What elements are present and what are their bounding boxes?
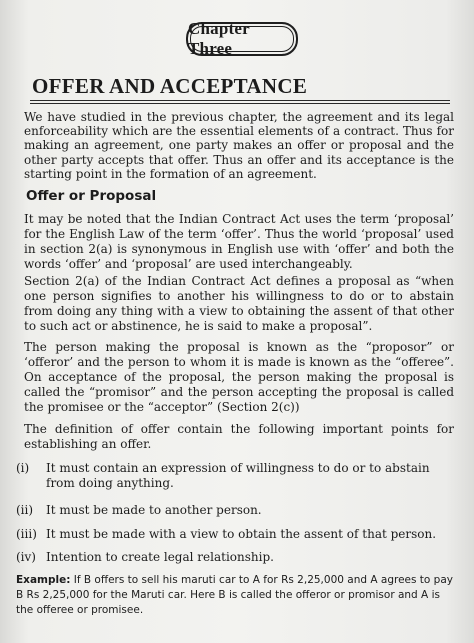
list-item-text: It must be made to another person. <box>46 503 262 517</box>
title-underline-thin <box>30 103 450 104</box>
chapter-badge-label: Chapter Three <box>188 19 250 58</box>
list-item-text: It must be made with a view to obtain the assent of that person. <box>46 527 437 541</box>
chapter-title: OFFER AND ACCEPTANCE <box>32 74 308 98</box>
intro-paragraph: We have studied in the previous chapter, the agreement and its legal enforceability which are the essential elements of a contract. Thus for making an agreement, one party makes an offer or proposal and the other party accepts that offer. Thus an offer and its acceptance is the starting point in the formation of an agreement. <box>24 110 454 181</box>
list-item-text: It must contain an expression of willingness to do or to abstain from doing anything. <box>46 461 430 490</box>
list-item-number: (i) <box>16 461 30 475</box>
example-label: Example: <box>16 574 71 586</box>
list-item-text: Intention to create legal relationship. <box>46 550 274 564</box>
paragraph-3: The person making the proposal is known as the “proposor” or ‘offeror’ and the person to whom it is made is known as the “offeree”. On acceptance of the proposal, the person making the proposal is called the “promisor” and the person accepting the proposal is called the promisee or the “acceptor” (Section 2(c)) <box>24 340 454 414</box>
list-item-number: (iv) <box>16 550 36 564</box>
list-item-number: (iii) <box>16 527 37 541</box>
section-heading: Offer or Proposal <box>26 188 157 204</box>
paragraph-1: It may be noted that the Indian Contract Act uses the term ‘proposal’ for the English Law of the term ‘offer’. Thus the world ‘proposal’ used in section 2(a) is synonymous in English use with ‘offer’ and both the words ‘offer’ and ‘proposal’ are used interchangeably. <box>24 212 454 271</box>
chapter-badge <box>186 19 298 58</box>
paragraph-4: The definition of offer contain the following important points for establishing an offer. <box>24 422 454 451</box>
example-paragraph <box>16 573 456 618</box>
list-item-number: (ii) <box>16 503 34 517</box>
title-underline <box>30 100 450 101</box>
paragraph-2: Section 2(a) of the Indian Contract Act defines a proposal as “when one person signifies to another his willingness to do or to abstain from doing any thing with a view to obtaining the assent of that other to such act or abstinence, he is said to make a proposal”. <box>24 274 454 333</box>
example-text: If B offers to sell his maruti car to A for Rs 2,25,000 and A agrees to pay B Rs 2,25,000 for the Maruti car. Here B is called the offeror or promisor and A is the offeree or promisee. <box>16 574 453 616</box>
